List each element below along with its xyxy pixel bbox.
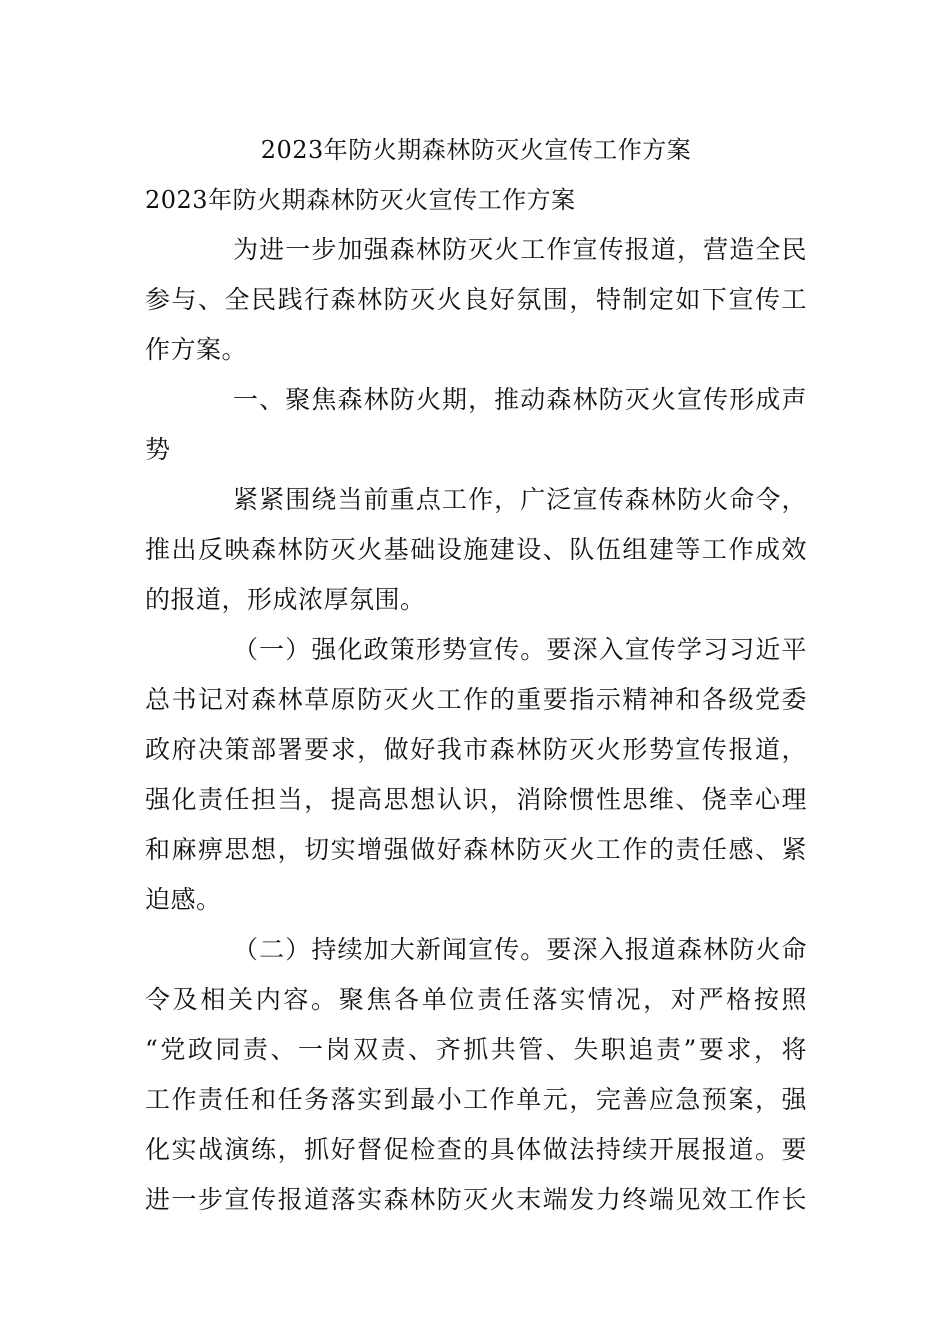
paragraph-line: 紧紧围绕当前重点工作，广泛宣传森林防火命令，: [233, 485, 807, 514]
paragraph: [145, 225, 807, 375]
paragraph: [145, 375, 807, 475]
paragraph: [145, 625, 807, 925]
paragraph-line: 作方案。: [145, 335, 248, 364]
paragraph-line: 的报道，形成浓厚氛围。: [145, 585, 426, 614]
paragraph-line: “党政同责、一岗双责、齐抓共管、失职追责”要求，将: [145, 1035, 807, 1064]
paragraph-line: 进一步宣传报道落实森林防灭火末端发力终端见效工作长: [145, 1185, 807, 1214]
document-body: [145, 225, 807, 1225]
paragraph-line: 令及相关内容。聚焦各单位责任落实情况，对严格按照: [145, 985, 807, 1014]
paragraph: [145, 475, 807, 625]
paragraph-line: 势: [145, 435, 171, 464]
paragraph-line: 化实战演练，抓好督促检查的具体做法持续开展报道。要: [145, 1135, 807, 1164]
paragraph-line: 为进一步加强森林防灭火工作宣传报道，营造全民: [233, 235, 807, 264]
document-title: 2023年防火期森林防灭火宣传工作方案: [260, 136, 692, 164]
paragraph-line: （二）持续加大新闻宣传。要深入报道森林防火命: [233, 935, 807, 964]
document-subtitle: 2023年防火期森林防灭火宣传工作方案: [145, 186, 576, 214]
document-page: [145, 125, 807, 1225]
paragraph-line: 和麻痹思想，切实增强做好森林防灭火工作的责任感、紧: [145, 835, 807, 864]
paragraph-line: 总书记对森林草原防灭火工作的重要指示精神和各级党委: [145, 685, 807, 714]
paragraph-line: 政府决策部署要求，做好我市森林防灭火形势宣传报道，: [145, 735, 807, 764]
paragraph-line: 强化责任担当，提高思想认识，消除惯性思维、侥幸心理: [145, 785, 807, 814]
paragraph-line: 一、聚焦森林防火期，推动森林防灭火宣传形成声: [233, 385, 807, 414]
paragraph: [145, 925, 807, 1225]
paragraph-line: 迫感。: [145, 885, 222, 914]
paragraph-line: 工作责任和任务落实到最小工作单元，完善应急预案，强: [145, 1085, 807, 1114]
paragraph-line: （一）强化政策形势宣传。要深入宣传学习习近平: [233, 635, 807, 664]
paragraph-line: 推出反映森林防灭火基础设施建设、队伍组建等工作成效: [145, 535, 807, 564]
paragraph-line: 参与、全民践行森林防灭火良好氛围，特制定如下宣传工: [145, 285, 807, 314]
